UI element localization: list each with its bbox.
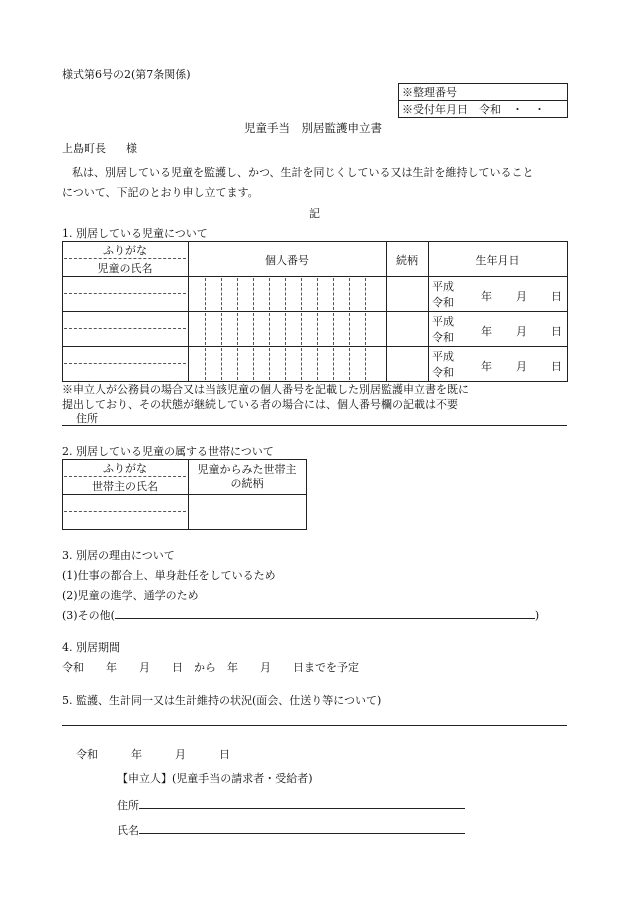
row3-month: 月 xyxy=(516,360,527,373)
applicant-name-field[interactable] xyxy=(139,821,465,834)
row3-era2: 令和 xyxy=(432,366,454,379)
section2-heading: 2. 別居している児童の属する世帯について xyxy=(62,445,274,458)
reason-2[interactable]: (2)児童の進学、通学のため xyxy=(62,589,199,602)
section5-field-line[interactable] xyxy=(62,725,567,726)
form-number: 様式第6号の2(第7条関係) xyxy=(62,68,191,81)
row1-era2: 令和 xyxy=(432,296,454,309)
applicant-name-label: 氏名 xyxy=(117,824,139,837)
row2-day: 日 xyxy=(551,325,562,338)
intro-line-1: 私は、別居している児童を監護し、かつ、生計を同じくしている又は生計を維持していること xyxy=(72,166,534,179)
section3-heading: 3. 別居の理由について xyxy=(62,549,175,562)
ki-label: 記 xyxy=(309,207,320,220)
col-furigana: ふりがな xyxy=(103,244,147,257)
row1-month: 月 xyxy=(516,290,527,303)
signature-date: 令和 年 月 日 xyxy=(76,748,230,761)
col-birthdate: 生年月日 xyxy=(475,254,520,267)
reason-3-close: ) xyxy=(534,609,540,622)
addressee xyxy=(62,140,137,156)
receipt-box xyxy=(398,83,568,118)
row2-month: 月 xyxy=(516,325,527,338)
applicant-label: 【申立人】(児童手当の請求者・受給者) xyxy=(117,772,313,785)
applicant-address xyxy=(117,796,465,813)
row1-era1: 平成 xyxy=(432,280,454,293)
period-text: 令和 年 月 日 から 年 月 日までを予定 xyxy=(62,661,359,674)
section4-heading: 4. 別居期間 xyxy=(62,641,120,654)
household-col-relation-2: の続柄 xyxy=(230,477,264,490)
row2-era2: 令和 xyxy=(432,331,454,344)
col-relation: 続柄 xyxy=(396,254,418,267)
row3-day: 日 xyxy=(551,360,562,373)
row2-year: 年 xyxy=(481,325,492,338)
col-personal-number: 個人番号 xyxy=(265,254,309,267)
receipt-number: ※整理番号 xyxy=(399,84,568,101)
col-child-name: 児童の氏名 xyxy=(97,262,153,275)
household-col-furigana: ふりがな xyxy=(103,462,147,475)
note-line-2: 提出しており、その状態が継続している者の場合には、個人番号欄の記載は不要 xyxy=(62,398,458,411)
child-address-label: 住所 xyxy=(76,412,98,425)
note-line-1: ※申立人が公務員の場合又は当該児童の個人番号を記載した別居監護申立書を既に xyxy=(62,383,469,396)
page-title: 児童手当 別居監護申立書 xyxy=(244,121,382,135)
row2-era1: 平成 xyxy=(432,315,454,328)
row3-era1: 平成 xyxy=(432,350,454,363)
reason-1[interactable]: (1)仕事の都合上、単身赴任をしているため xyxy=(62,569,276,582)
household-col-name: 世帯主の氏名 xyxy=(92,480,158,493)
receipt-date: ※受付年月日 令和 ・ ・ xyxy=(399,101,568,118)
reason-3-label: (3)その他( xyxy=(62,609,115,622)
reason-3-field[interactable] xyxy=(115,606,535,619)
intro-line-2: について、下記のとおり申し立てます。 xyxy=(62,186,259,199)
row1-day: 日 xyxy=(551,290,562,303)
row3-year: 年 xyxy=(481,360,492,373)
applicant-name xyxy=(117,821,465,838)
applicant-address-label: 住所 xyxy=(117,799,139,812)
addressee-town: 上島町長 xyxy=(62,142,106,155)
section5-heading: 5. 監護、生計同一又は生計維持の状況(面会、仕送り等について) xyxy=(62,694,382,707)
row1-year: 年 xyxy=(481,290,492,303)
reason-3[interactable] xyxy=(62,606,539,623)
household-col-relation-1: 児童からみた世帯主 xyxy=(197,463,297,476)
applicant-address-field[interactable] xyxy=(139,796,465,809)
section1-heading: 1. 別居している児童について xyxy=(62,227,208,240)
child-address-line[interactable] xyxy=(62,425,567,426)
addressee-honorific: 様 xyxy=(126,142,137,155)
